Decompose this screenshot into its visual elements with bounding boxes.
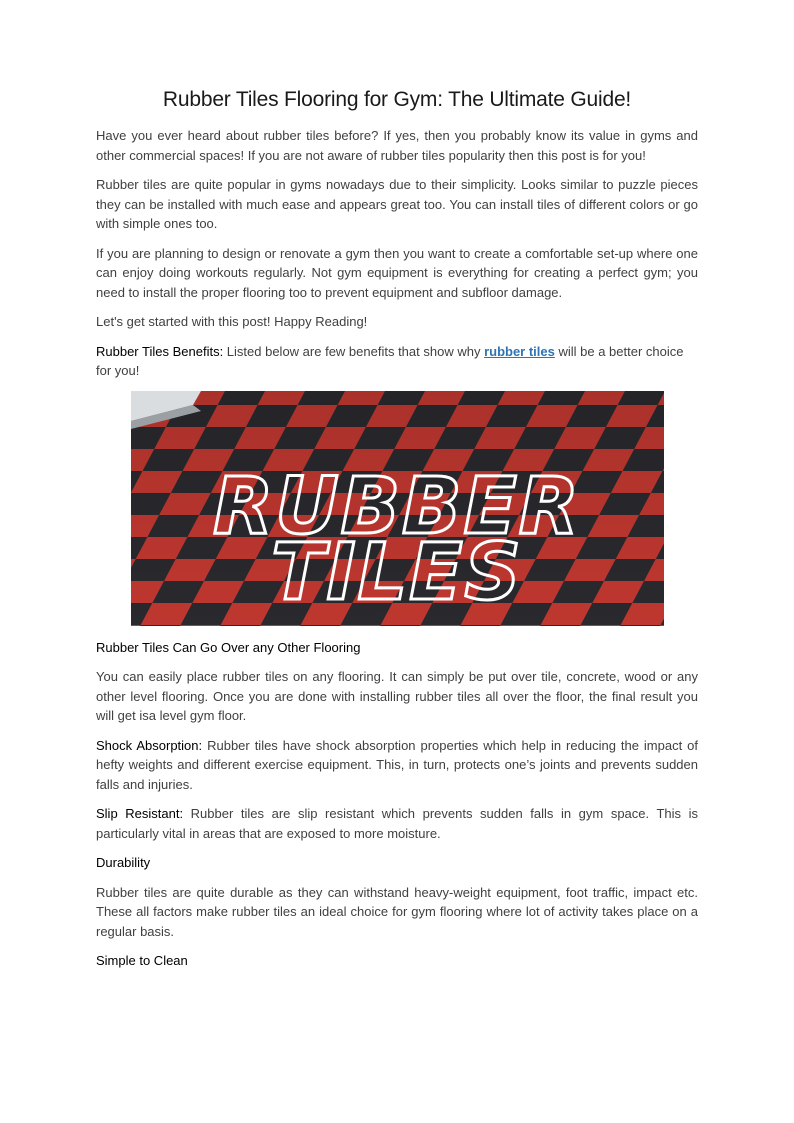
article-body: [96, 126, 698, 981]
intro-paragraph-4: Let's get started with this post! Happy Reading!: [96, 314, 368, 329]
shock-absorption-paragraph: [96, 736, 698, 795]
benefits-label: Rubber Tiles Benefits:: [96, 343, 224, 359]
image-text-line-1: RUBBER: [213, 461, 581, 552]
heading-simple-to-clean: Simple to Clean: [96, 953, 188, 968]
intro-paragraph-3: If you are planning to design or renovate a gym then you want to create a comfortable set-up where one can enjoy doing workouts regularly. Not gym equipment is everything for creating a perfect gym; you need to install the proper flooring too to prevent equipment and subfloor damage.: [96, 245, 698, 300]
rubber-tiles-image: [131, 391, 664, 626]
benefits-paragraph: [96, 342, 698, 381]
image-text-line-2: TILES: [271, 527, 523, 618]
page-title: Rubber Tiles Flooring for Gym: The Ultimate Guide!: [162, 88, 632, 111]
durability-paragraph: Rubber tiles are quite durable as they can withstand heavy-weight equipment, foot traffic, impact etc. These all factors make rubber tiles an ideal choice for gym flooring where lot of activity takes place on a regular basis.: [96, 884, 698, 939]
over-flooring-paragraph: You can easily place rubber tiles on any flooring. It can simply be put over tile, concrete, wood or any other level flooring. Once you are done with installing rubber tiles all over the floor, the final result you will get isa level gym floor.: [96, 669, 698, 723]
benefits-text-before: Listed below are few benefits that show why: [223, 343, 485, 359]
benefits-text-after: will be a better choice for you!: [96, 343, 684, 378]
intro-paragraph-2: Rubber tiles are quite popular in gyms nowadays due to their simplicity. Looks similar to puzzle pieces they can be installed with much ease and appears great too. You can install tiles of different colors or go with simple ones too.: [96, 177, 698, 231]
intro-paragraph-1: Have you ever heard about rubber tiles before? If yes, then you probably know its value in gyms and other commercial spaces! If you are not aware of rubber tiles popularity then this post is for you!: [96, 128, 698, 163]
heading-durability: Durability: [96, 855, 151, 870]
rubber-tiles-link[interactable]: rubber tiles: [484, 343, 555, 359]
heading-over-flooring: Rubber Tiles Can Go Over any Other Flooring: [96, 639, 361, 655]
shock-absorption-text: Rubber tiles have shock absorption properties which help in reducing the impact of hefty weights and different exercise equipment. This, in turn, protects one’s joints and prevents sudden falls and injuries.: [96, 737, 698, 792]
slip-resistant-text: Rubber tiles are slip resistant which prevents sudden falls in gym space. This is particularly vital in areas that are exposed to more moisture.: [96, 806, 699, 841]
shock-absorption-label: Shock Absorption:: [96, 737, 203, 753]
slip-resistant-paragraph: [96, 804, 698, 843]
slip-resistant-label: Slip Resistant:: [96, 806, 184, 821]
checkered-floor-graphic: [131, 391, 664, 626]
